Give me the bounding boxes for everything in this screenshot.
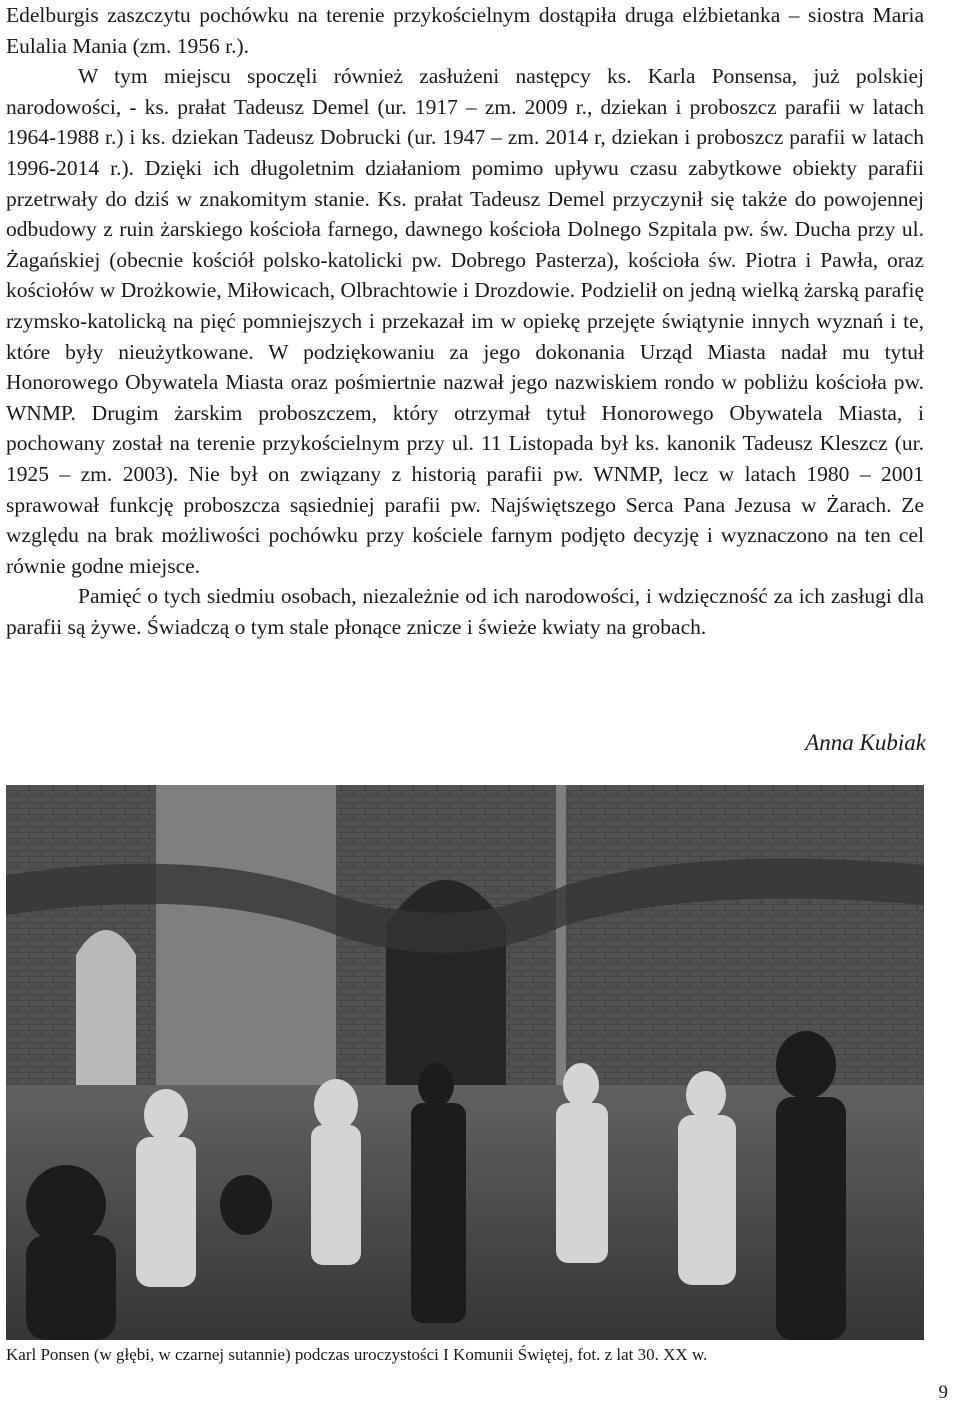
author-signature: Anna Kubiak xyxy=(805,730,926,755)
article-body xyxy=(6,0,924,642)
paragraph-2: W tym miejscu spoczęli również zasłużeni następcy ks. Karla Ponsensa, już polskiej narodowości, - ks. prałat Tadeusz Demel (ur. 1917 – zm. 2009 r., dziekan i proboszcz parafii w latach 1964-1988 r.) i ks. dziekan Tadeusz Dobrucki (ur. 1947 – zm. 2014 r, dziekan i proboszcz parafii w latach 1996-2014 r.). Dzięki ich długoletnim działaniom pomimo upływu czasu zabytkowe obiekty parafii przetrwały do dziś w znakomitym stanie. Ks. prałat Tadeusz Demel przyczynił się także do powojennej odbudowy z ruin żarskiego kościoła farnego, dawnego kościoła Dolnego Szpitala pw. św. Ducha przy ul. Żagańskiej (obecnie kościół polsko-katolicki pw. Dobrego Pasterza), kościoła św. Piotra i Pawła, oraz kościołów w Drożkowie, Miłowicach, Olbrachtowie i Drozdowie. Podzielił on jedną wielką żarską parafię rzymsko-katolicką na pięć pomniejszych i przekazał im w opiekę przejęte świątynie innych wyznań i te, które były nieużytkowane. W podziękowaniu za jego dokonania Urząd Miasta nadał mu tytuł Honorowego Obywatela Miasta oraz pośmiertnie nazwał jego nazwiskiem rondo w pobliżu kościoła pw. WNMP. Drugim żarskim proboszczem, który otrzymał tytuł Honorowego Obywatela Miasta, i pochowany został na terenie przykościelnym przy ul. 11 Listopada był ks. kanonik Tadeusz Kleszcz (ur. 1925 – zm. 2003). Nie był on związany z historią parafii pw. WNMP, lecz w latach 1980 – 2001 sprawował funkcję proboszcza sąsiedniej parafii pw. Najświętszego Serca Pana Jezusa w Żarach. Ze względu na brak możliwości pochówku przy kościele farnym podjęto decyzję i wyznaczono na ten cel równie godne miejsce. xyxy=(6,64,924,578)
photo-caption: Karl Ponsen (w głębi, w czarnej sutannie) podczas uroczystości I Komunii Świętej, fot. z lat 30. XX w. xyxy=(6,1345,708,1364)
historical-photo xyxy=(6,785,924,1340)
page-number: 9 xyxy=(938,1382,948,1403)
paragraph-3: Pamięć o tych siedmiu osobach, niezależnie od ich narodowości, i wdzięczność za ich zasługi dla parafii są żywe. Świadczą o tym stale płonące znicze i świeże kwiaty na grobach. xyxy=(6,584,924,639)
paragraph-1: Edelburgis zaszczytu pochówku na terenie przykościelnym dostąpiła druga elżbietanka – siostra Maria Eulalia Mania (zm. 1956 r.). xyxy=(6,3,924,58)
